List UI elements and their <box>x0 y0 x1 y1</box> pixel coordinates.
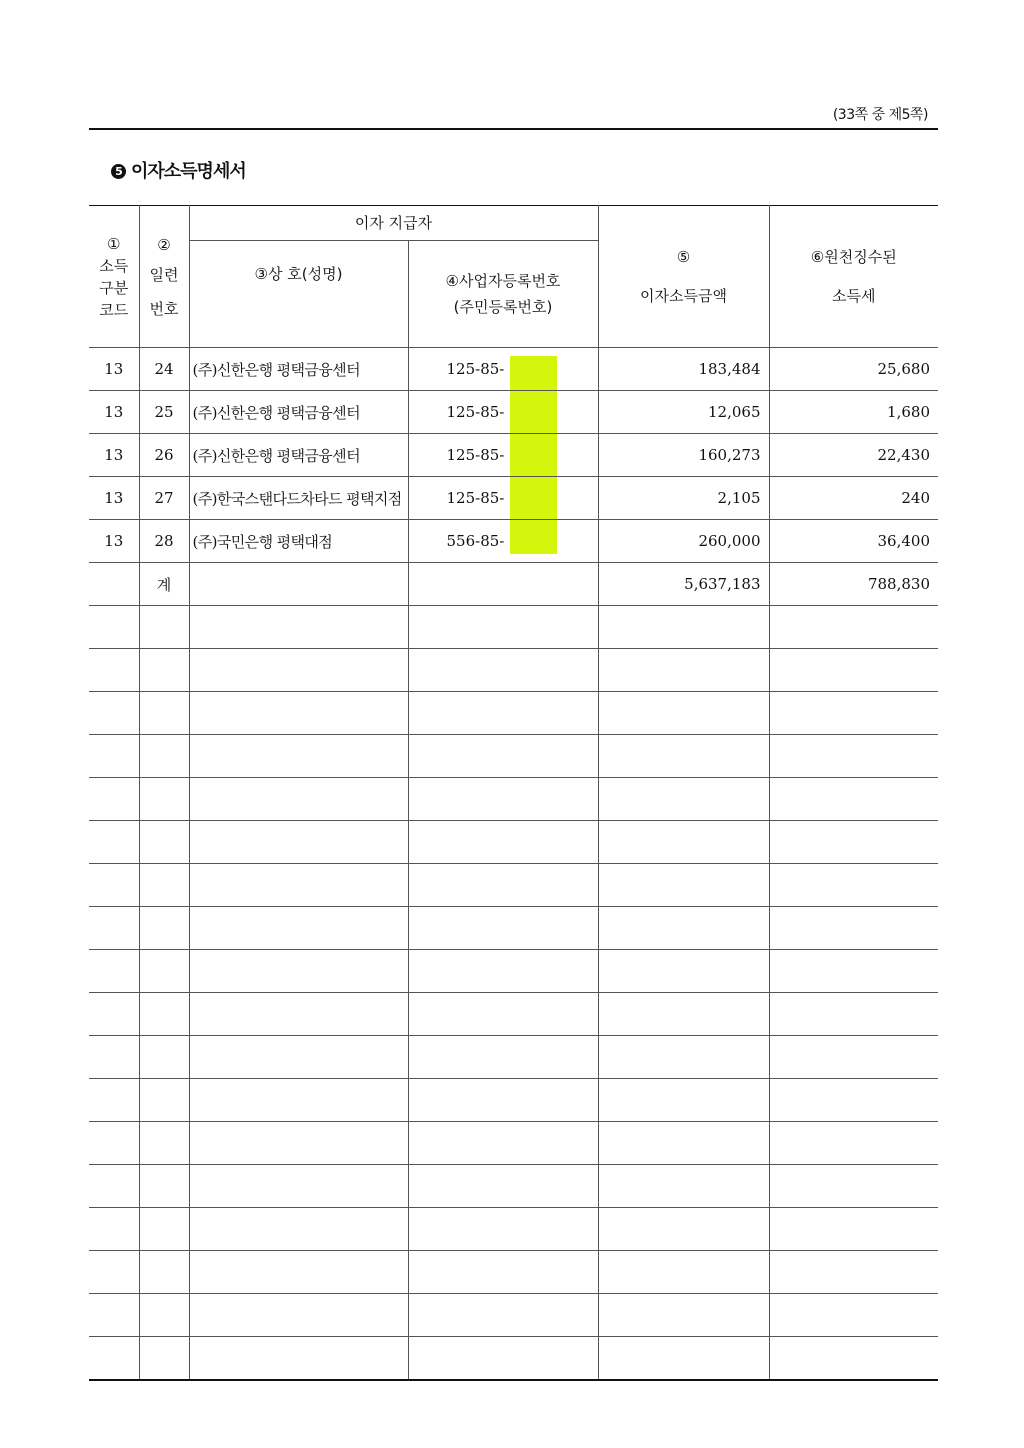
empty-cell <box>408 1165 598 1208</box>
empty-cell <box>189 1036 408 1079</box>
empty-cell <box>408 735 598 778</box>
empty-cell <box>139 649 189 692</box>
empty-cell <box>408 1079 598 1122</box>
empty-row <box>89 1165 938 1208</box>
redaction-mark <box>510 520 557 554</box>
empty-row <box>89 1294 938 1337</box>
empty-cell <box>598 1079 769 1122</box>
empty-cell <box>769 606 938 649</box>
empty-row <box>89 649 938 692</box>
table-row <box>89 391 938 434</box>
empty-cell <box>139 1294 189 1337</box>
empty-cell <box>598 1165 769 1208</box>
empty-cell <box>408 864 598 907</box>
empty-cell <box>598 692 769 735</box>
empty-row <box>89 1208 938 1251</box>
empty-cell <box>769 735 938 778</box>
table-row <box>89 520 938 563</box>
empty-cell <box>89 1079 139 1122</box>
empty-cell <box>598 1251 769 1294</box>
empty-cell <box>189 606 408 649</box>
empty-cell <box>769 692 938 735</box>
empty-cell <box>408 563 598 606</box>
empty-cell <box>189 778 408 821</box>
empty-cell <box>89 735 139 778</box>
empty-cell <box>598 649 769 692</box>
empty-cell <box>139 1208 189 1251</box>
empty-cell <box>189 864 408 907</box>
empty-cell <box>189 821 408 864</box>
withheld-tax-cell: 36,400 <box>769 520 938 563</box>
section-bullet-icon: 5 <box>111 164 126 179</box>
empty-cell <box>89 1208 139 1251</box>
total-row <box>89 563 938 606</box>
empty-row <box>89 1251 938 1294</box>
empty-cell <box>189 1079 408 1122</box>
empty-row <box>89 864 938 907</box>
header-income-code: ① 소득 구분 코드 <box>89 206 139 348</box>
withheld-tax-cell: 25,680 <box>769 348 938 391</box>
empty-cell <box>598 1122 769 1165</box>
empty-row <box>89 950 938 993</box>
registration-number-cell <box>408 434 598 477</box>
income-code-cell: 13 <box>89 434 139 477</box>
interest-income-cell: 160,273 <box>598 434 769 477</box>
header-registration-number: ④사업자등록번호 (주민등록번호) <box>408 241 598 348</box>
empty-cell <box>139 993 189 1036</box>
empty-row <box>89 1079 938 1122</box>
empty-cell <box>769 950 938 993</box>
empty-cell <box>408 1251 598 1294</box>
empty-cell <box>598 907 769 950</box>
empty-row <box>89 692 938 735</box>
registration-number-text: 125-85- <box>446 360 505 378</box>
empty-cell <box>408 907 598 950</box>
empty-cell <box>769 1122 938 1165</box>
empty-cell <box>598 606 769 649</box>
empty-cell <box>408 649 598 692</box>
serial-cell: 28 <box>139 520 189 563</box>
empty-cell <box>408 1122 598 1165</box>
registration-number-cell <box>408 348 598 391</box>
payer-name-cell: (주)신한은행 평택금융센터 <box>189 348 408 391</box>
empty-cell <box>598 1036 769 1079</box>
empty-cell <box>769 993 938 1036</box>
empty-cell <box>139 907 189 950</box>
income-code-cell: 13 <box>89 520 139 563</box>
empty-cell <box>89 950 139 993</box>
empty-cell <box>769 1165 938 1208</box>
empty-cell <box>598 1208 769 1251</box>
empty-cell <box>408 1208 598 1251</box>
empty-cell <box>139 1036 189 1079</box>
empty-cell <box>189 1294 408 1337</box>
empty-cell <box>89 1165 139 1208</box>
income-code-cell: 13 <box>89 391 139 434</box>
withheld-tax-cell: 22,430 <box>769 434 938 477</box>
registration-number-cell <box>408 520 598 563</box>
total-label: 계 <box>139 563 189 606</box>
empty-cell <box>189 563 408 606</box>
header-payer-group: 이자 지급자 <box>189 206 598 241</box>
registration-number-text: 125-85- <box>446 446 505 464</box>
empty-cell <box>408 1337 598 1381</box>
empty-row <box>89 606 938 649</box>
empty-cell <box>769 778 938 821</box>
total-tax-cell: 788,830 <box>769 563 938 606</box>
empty-cell <box>89 563 139 606</box>
empty-cell <box>598 950 769 993</box>
empty-cell <box>89 1251 139 1294</box>
interest-income-cell: 260,000 <box>598 520 769 563</box>
empty-row <box>89 735 938 778</box>
empty-cell <box>189 950 408 993</box>
interest-income-cell: 183,484 <box>598 348 769 391</box>
table-row <box>89 348 938 391</box>
empty-cell <box>89 864 139 907</box>
serial-cell: 27 <box>139 477 189 520</box>
empty-cell <box>769 649 938 692</box>
empty-cell <box>598 864 769 907</box>
empty-row <box>89 1036 938 1079</box>
empty-cell <box>139 1079 189 1122</box>
empty-cell <box>598 993 769 1036</box>
empty-cell <box>408 993 598 1036</box>
payer-name-cell: (주)한국스탠다드차타드 평택지점 <box>189 477 408 520</box>
empty-row <box>89 778 938 821</box>
registration-number-cell <box>408 391 598 434</box>
empty-cell <box>139 1337 189 1381</box>
empty-cell <box>189 692 408 735</box>
empty-cell <box>189 1337 408 1381</box>
table-row <box>89 477 938 520</box>
header-interest-income: ⑤ 이자소득금액 <box>598 206 769 348</box>
empty-cell <box>769 1036 938 1079</box>
empty-cell <box>189 1208 408 1251</box>
empty-cell <box>139 778 189 821</box>
empty-cell <box>189 1122 408 1165</box>
withheld-tax-cell: 240 <box>769 477 938 520</box>
empty-cell <box>769 1294 938 1337</box>
empty-cell <box>408 1294 598 1337</box>
serial-cell: 24 <box>139 348 189 391</box>
income-code-cell: 13 <box>89 477 139 520</box>
section-title <box>111 157 246 183</box>
redaction-mark <box>510 434 557 476</box>
serial-cell: 26 <box>139 434 189 477</box>
empty-cell <box>598 1294 769 1337</box>
withheld-tax-cell: 1,680 <box>769 391 938 434</box>
empty-cell <box>139 606 189 649</box>
empty-cell <box>139 864 189 907</box>
empty-cell <box>89 606 139 649</box>
empty-cell <box>408 692 598 735</box>
empty-cell <box>408 821 598 864</box>
empty-cell <box>769 1251 938 1294</box>
empty-cell <box>139 692 189 735</box>
interest-income-cell: 12,065 <box>598 391 769 434</box>
registration-number-text: 125-85- <box>446 403 505 421</box>
serial-cell: 25 <box>139 391 189 434</box>
empty-cell <box>769 1208 938 1251</box>
empty-cell <box>89 649 139 692</box>
payer-name-cell: (주)국민은행 평택대점 <box>189 520 408 563</box>
empty-cell <box>89 993 139 1036</box>
header-business-name: ③상 호(성명) <box>189 241 408 348</box>
empty-row <box>89 993 938 1036</box>
header-withheld-tax: ⑥원천징수된 소득세 <box>769 206 938 348</box>
empty-cell <box>189 735 408 778</box>
empty-cell <box>139 735 189 778</box>
empty-cell <box>89 1036 139 1079</box>
registration-number-text: 125-85- <box>446 489 505 507</box>
empty-cell <box>139 950 189 993</box>
empty-cell <box>769 907 938 950</box>
empty-cell <box>408 778 598 821</box>
income-code-cell: 13 <box>89 348 139 391</box>
section-title-text: 이자소득명세서 <box>131 161 246 182</box>
top-rule <box>89 128 938 130</box>
empty-cell <box>89 1294 139 1337</box>
payer-name-cell: (주)신한은행 평택금융센터 <box>189 434 408 477</box>
empty-cell <box>769 864 938 907</box>
empty-cell <box>139 1122 189 1165</box>
redaction-mark <box>510 477 557 519</box>
registration-number-text: 556-85- <box>446 532 505 550</box>
empty-cell <box>89 907 139 950</box>
empty-cell <box>189 993 408 1036</box>
empty-row <box>89 1122 938 1165</box>
empty-cell <box>598 778 769 821</box>
empty-cell <box>408 606 598 649</box>
empty-cell <box>139 1251 189 1294</box>
redaction-mark <box>510 356 557 390</box>
empty-cell <box>598 1337 769 1381</box>
registration-number-cell <box>408 477 598 520</box>
header-serial: ② 일련 번호 <box>139 206 189 348</box>
payer-name-cell: (주)신한은행 평택금융센터 <box>189 391 408 434</box>
empty-cell <box>89 1122 139 1165</box>
empty-cell <box>89 778 139 821</box>
empty-cell <box>769 821 938 864</box>
interest-income-table <box>89 205 938 1381</box>
header-row-1 <box>89 206 938 241</box>
empty-cell <box>769 1337 938 1381</box>
page-indicator: (33쪽 중 제5쪽) <box>832 107 928 123</box>
empty-cell <box>408 1036 598 1079</box>
empty-cell <box>189 1165 408 1208</box>
empty-cell <box>189 1251 408 1294</box>
empty-cell <box>598 821 769 864</box>
empty-cell <box>189 907 408 950</box>
empty-cell <box>139 821 189 864</box>
total-income-cell: 5,637,183 <box>598 563 769 606</box>
empty-cell <box>598 735 769 778</box>
empty-cell <box>89 821 139 864</box>
interest-income-cell: 2,105 <box>598 477 769 520</box>
empty-row <box>89 1337 938 1381</box>
redaction-mark <box>510 391 557 433</box>
empty-cell <box>769 1079 938 1122</box>
empty-cell <box>89 692 139 735</box>
empty-row <box>89 821 938 864</box>
empty-cell <box>189 649 408 692</box>
empty-cell <box>89 1337 139 1381</box>
table-row <box>89 434 938 477</box>
empty-cell <box>408 950 598 993</box>
empty-cell <box>139 1165 189 1208</box>
empty-row <box>89 907 938 950</box>
